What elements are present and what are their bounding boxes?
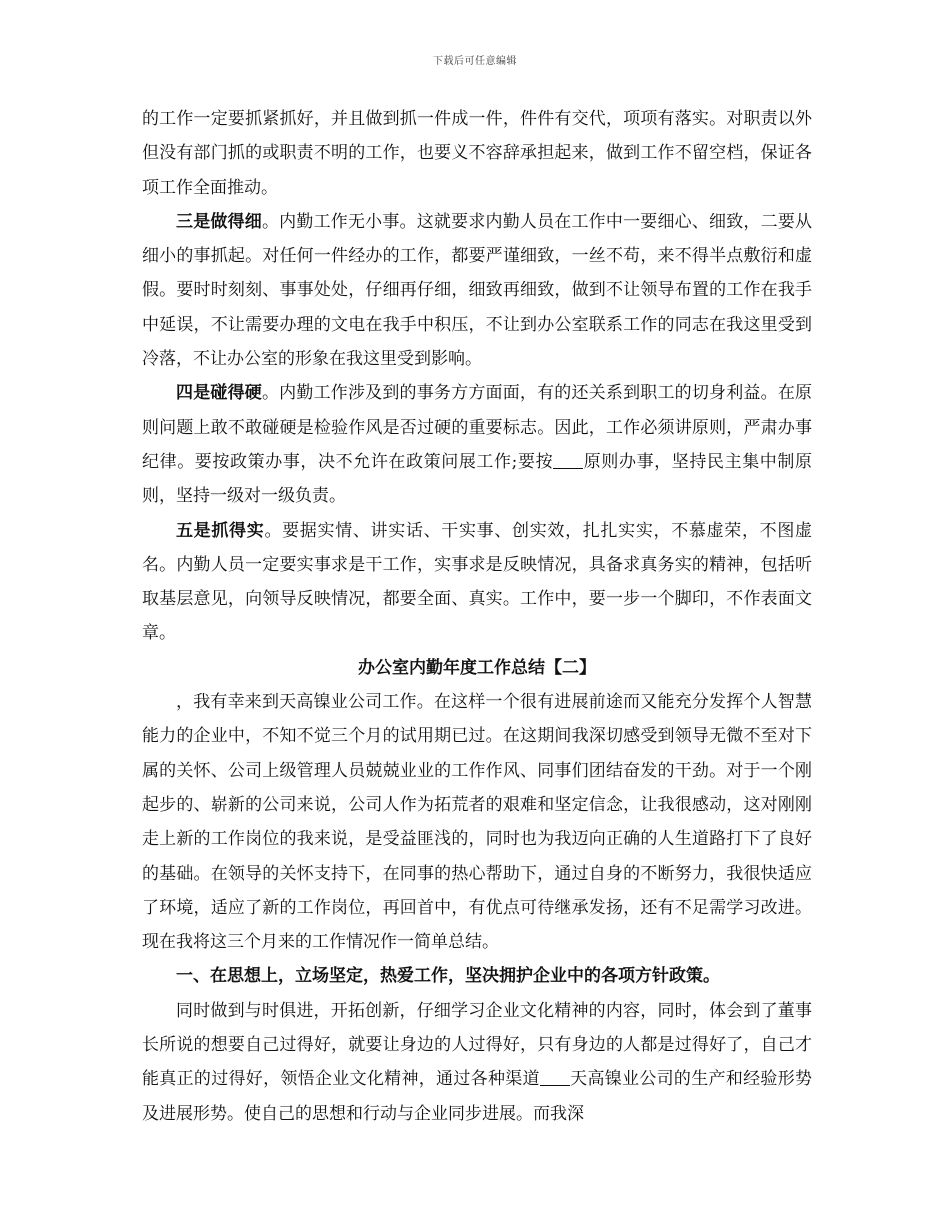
paragraph-4 [142,514,812,651]
paragraph-7-text-b: 天高镍业公司的生产和经验形势及进展形势。使自己的思想和行动与企业同步进展。而我深 [142,1069,813,1124]
paragraph-3-text-b: 原则办事，坚持民主集中制原则，坚持一级对一级负责。 [142,451,812,507]
paragraph-2 [142,205,812,376]
document-body [142,102,812,1131]
section-heading-1: 一、在思想上，立场坚定，热爱工作，坚决拥护企业中的各项方针政策。 [176,966,720,987]
paragraph-4-text: 。要据实情、讲实话、干实事、创实效，扎扎实实，不慕虚荣，不图虚名。内勤人员一定要实事求是干工作，实事求是反映情况，具备求真务实的精神，包括听取基层意见，向领导反映情况，都要全面、真实。工作中，要一步一个脚印，不作表面文章。 [142,520,813,644]
paragraph-1: 的工作一定要抓紧抓好，并且做到抓一件成一件，件件有交代，项项有落实。对职责以外但没有部门抓的或职责不明的工作，也要义不容辞承担起来，做到工作不留空档，保证各项工作全面推动。 [142,109,812,198]
blank-underline [553,451,583,469]
paragraph-5: ，我有幸来到天高镍业公司工作。在这样一个很有进展前途而又能充分发挥个人智慧能力的企业中，不知不觉三个月的试用期已过。在这期间我深切感受到领导无微不至对下属的关怀、公司上级管理人员兢兢业业的工作作风、同事们团结奋发的干劲。对于一个刚起步的、崭新的公司来说，公司人作为拓荒者的艰难和坚定信念，让我很感动，这对刚刚走上新的工作岗位的我来说，是受益匪浅的，同时也为我迈向正确的人生道路打下了良好的基础。在领导的关怀支持下，在同事的热心帮助下，通过自身的不断努力，我很快适应了环境，适应了新的工作岗位，再回首中，有优点可待继承发扬，还有不足需学习改进。现在我将这三个月来的工作情况作一简单总结。 [142,692,812,953]
page-header: 下载后可任意编辑 [433,56,517,67]
paragraph-3 [142,376,812,513]
paragraph-2-lead: 三是做得细 [176,211,262,232]
paragraph-7 [142,994,812,1131]
paragraph-3-lead: 四是碰得硬 [176,383,262,404]
paragraph-7-text-a: 同时做到与时俱进，开拓创新，仔细学习企业文化精神的内容，同时，体会到了董事长所说的想要自己过得好，就要让身边的人过得好，只有身边的人都是过得好了，自己才能真正的过得好，领悟企业文化精神，通过各种渠道 [142,1000,812,1090]
section-title: 办公室内勤年度工作总结【二】 [358,657,596,678]
paragraph-3-text-a: 。内勤工作涉及到的事务方方面面，有的还关系到职工的切身利益。在原则问题上敢不敢碰硬是检验作风是否过硬的重要标志。因此，工作必须讲原则，严肃办事纪律。要按政策办事，决不允许在政策问展工作;要按 [142,383,813,472]
paragraph-4-lead: 五是抓得实 [176,520,265,541]
blank-underline [540,1068,570,1086]
paragraph-6-heading [142,959,812,993]
paragraph-2-text: 。内勤工作无小事。这就要求内勤人员在工作中一要细心、细致，二要从细小的事抓起。对任何一件经办的工作，都要严谨细致，一丝不苟，来不得半点敷衍和虚假。要时时刻刻、事事处处，仔细再仔细，细致再细致，做到不让领导布置的工作在我手中延误，不让需要办理的文电在我手中积压，不让到办公室联系工作的同志在我这里受到冷落，不让办公室的形象在我这里受到影响。 [142,211,813,370]
